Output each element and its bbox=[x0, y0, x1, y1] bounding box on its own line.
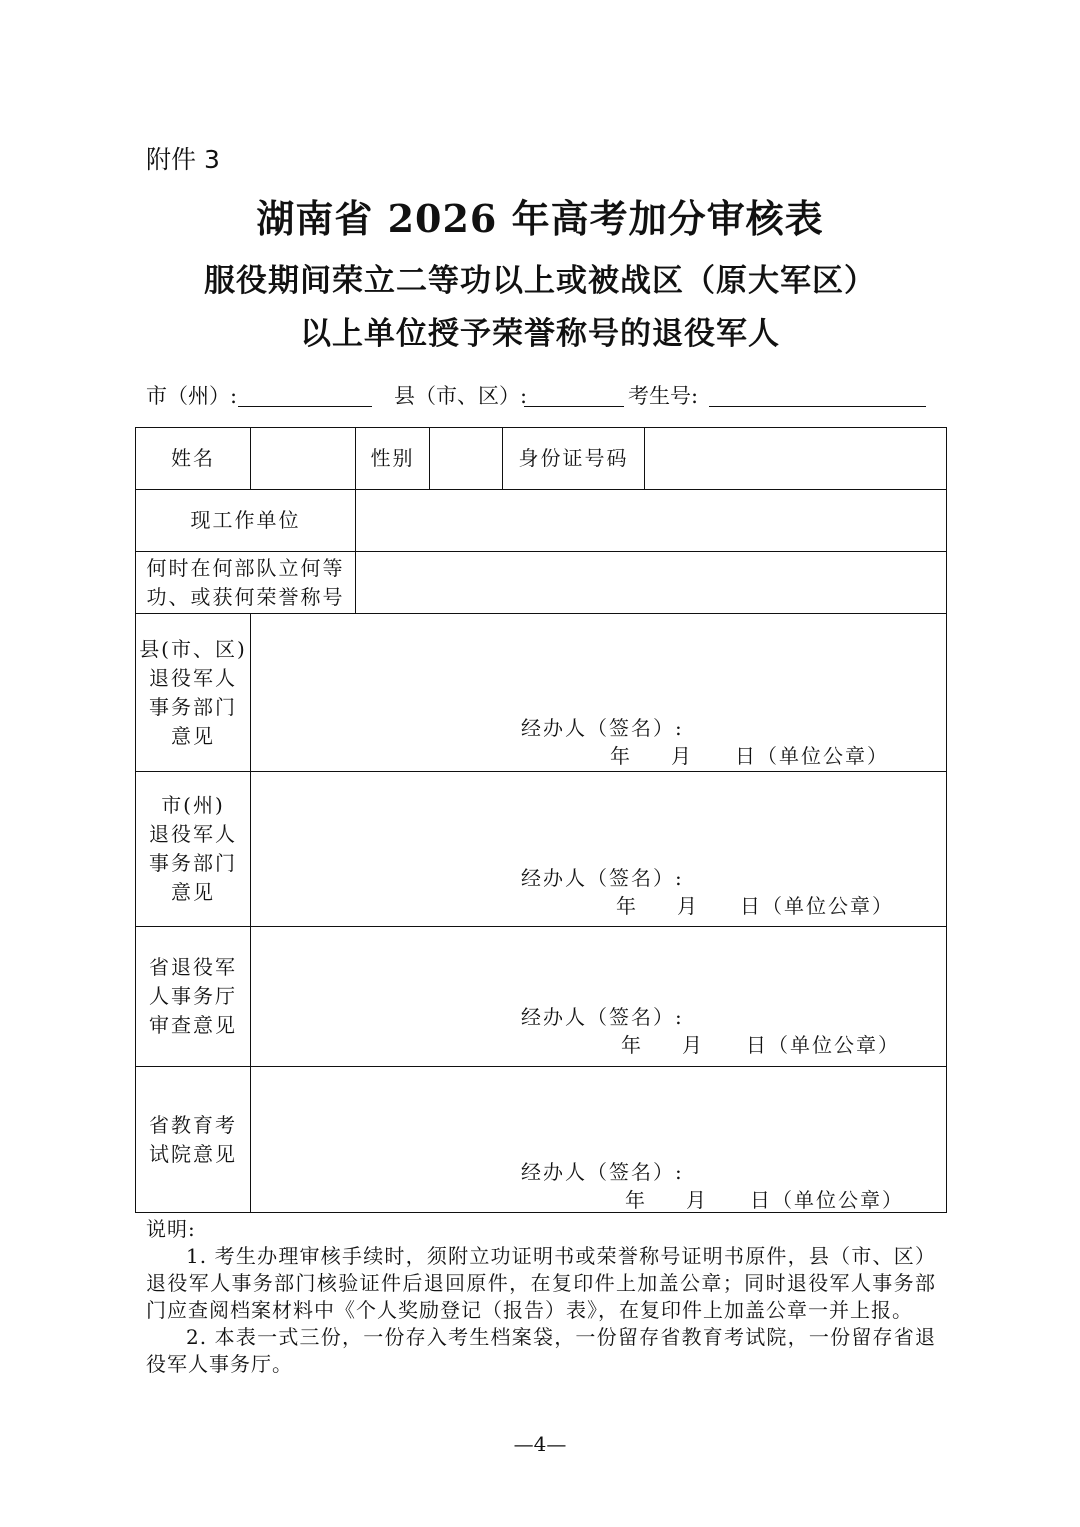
page-title: 湖南省 2026 年高考加分审核表 bbox=[256, 196, 824, 241]
table-row bbox=[136, 490, 947, 552]
table-row bbox=[136, 552, 947, 614]
city-opinion-label bbox=[136, 772, 251, 927]
date-month: 月 bbox=[677, 893, 699, 918]
signer-label: 经办人（签名）: bbox=[521, 715, 684, 740]
county-label: 县（市、区）: bbox=[394, 384, 528, 408]
merit-label-line-1: 何时在何部队立何等 bbox=[146, 555, 345, 580]
page-number: —4— bbox=[513, 1432, 567, 1456]
merit-label-line-2: 功、或获何荣誉称号 bbox=[146, 584, 345, 609]
date-year: 年 bbox=[621, 1032, 643, 1057]
exam-no-blank[interactable] bbox=[709, 406, 926, 407]
province-veterans-opinion-label bbox=[136, 927, 251, 1067]
date-month: 月 bbox=[682, 1032, 704, 1057]
label-line: 退役军人 bbox=[149, 665, 237, 690]
gender-field[interactable] bbox=[430, 428, 503, 490]
label-line: 事务部门 bbox=[149, 851, 237, 875]
date-month: 月 bbox=[686, 1187, 708, 1212]
exam-institute-opinion-field[interactable] bbox=[251, 1067, 947, 1213]
date-day-stamp: 日（单位公章） bbox=[746, 1032, 900, 1057]
name-field[interactable] bbox=[251, 428, 356, 490]
merit-field[interactable] bbox=[356, 552, 947, 614]
gender-label: 性别 bbox=[356, 428, 430, 490]
subtitle-line-2: 以上单位授予荣誉称号的退役军人 bbox=[300, 316, 780, 352]
name-label: 姓名 bbox=[136, 428, 251, 490]
county-opinion-label bbox=[136, 614, 251, 772]
city-label: 市（州）: bbox=[146, 384, 238, 408]
note-item-1: 1. 考生办理审核手续时，须附立功证明书或荣誉称号证明书原件，县（市、区）退役军人事务部门核验证件后退回原件，在复印件上加盖公章；同时退役军人事务部门应查阅档案材料中《个人奖励登记（报告）表》，在复印件上加盖公章一并上报。 bbox=[146, 1244, 936, 1322]
date-day-stamp: 日（单位公章） bbox=[750, 1187, 904, 1212]
work-unit-label: 现工作单位 bbox=[136, 490, 356, 552]
merit-label bbox=[136, 552, 356, 614]
label-line: 意见 bbox=[171, 723, 215, 748]
label-line: 试院意见 bbox=[149, 1141, 237, 1166]
table-row bbox=[136, 1067, 947, 1213]
city-blank[interactable] bbox=[238, 406, 372, 407]
province-veterans-opinion-field[interactable] bbox=[251, 927, 947, 1067]
county-opinion-field[interactable] bbox=[251, 614, 947, 772]
id-number-field[interactable] bbox=[645, 428, 947, 490]
note-item-2: 2. 本表一式三份，一份存入考生档案袋，一份留存省教育考试院，一份留存省退役军人事务厅。 bbox=[146, 1325, 936, 1376]
county-blank[interactable] bbox=[524, 406, 624, 407]
exam-no-label: 考生号: bbox=[628, 384, 699, 408]
date-year: 年 bbox=[616, 893, 638, 918]
date-year: 年 bbox=[625, 1187, 647, 1212]
label-line: 市(州) bbox=[161, 793, 225, 817]
date-month: 月 bbox=[671, 743, 693, 768]
table-row bbox=[136, 772, 947, 927]
city-opinion-field[interactable] bbox=[251, 772, 947, 927]
table-row bbox=[136, 927, 947, 1067]
label-line: 县(市、区) bbox=[139, 636, 247, 661]
id-number-label: 身份证号码 bbox=[503, 428, 645, 490]
label-line: 审查意见 bbox=[149, 1013, 237, 1037]
notes-section bbox=[146, 1216, 936, 1378]
label-line: 意见 bbox=[171, 880, 215, 904]
label-line: 省教育考 bbox=[149, 1112, 237, 1137]
signer-label: 经办人（签名）: bbox=[521, 865, 684, 890]
date-day-stamp: 日（单位公章） bbox=[735, 743, 889, 768]
table-row bbox=[136, 614, 947, 772]
review-form-table bbox=[135, 427, 947, 1213]
label-line: 退役军人 bbox=[149, 822, 237, 846]
signer-label: 经办人（签名）: bbox=[521, 1004, 684, 1029]
label-line: 省退役军 bbox=[149, 955, 237, 979]
date-day-stamp: 日（单位公章） bbox=[740, 893, 894, 918]
subtitle-line-1: 服役期间荣立二等功以上或被战区（原大军区） bbox=[204, 263, 876, 299]
date-year: 年 bbox=[610, 743, 632, 768]
table-row bbox=[136, 428, 947, 490]
label-line: 人事务厅 bbox=[149, 984, 237, 1008]
attachment-label: 附件 3 bbox=[146, 145, 220, 174]
notes-heading: 说明: bbox=[146, 1217, 196, 1241]
work-unit-field[interactable] bbox=[356, 490, 947, 552]
label-line: 事务部门 bbox=[149, 694, 237, 719]
exam-institute-opinion-label bbox=[136, 1067, 251, 1213]
signer-label: 经办人（签名）: bbox=[521, 1159, 684, 1184]
